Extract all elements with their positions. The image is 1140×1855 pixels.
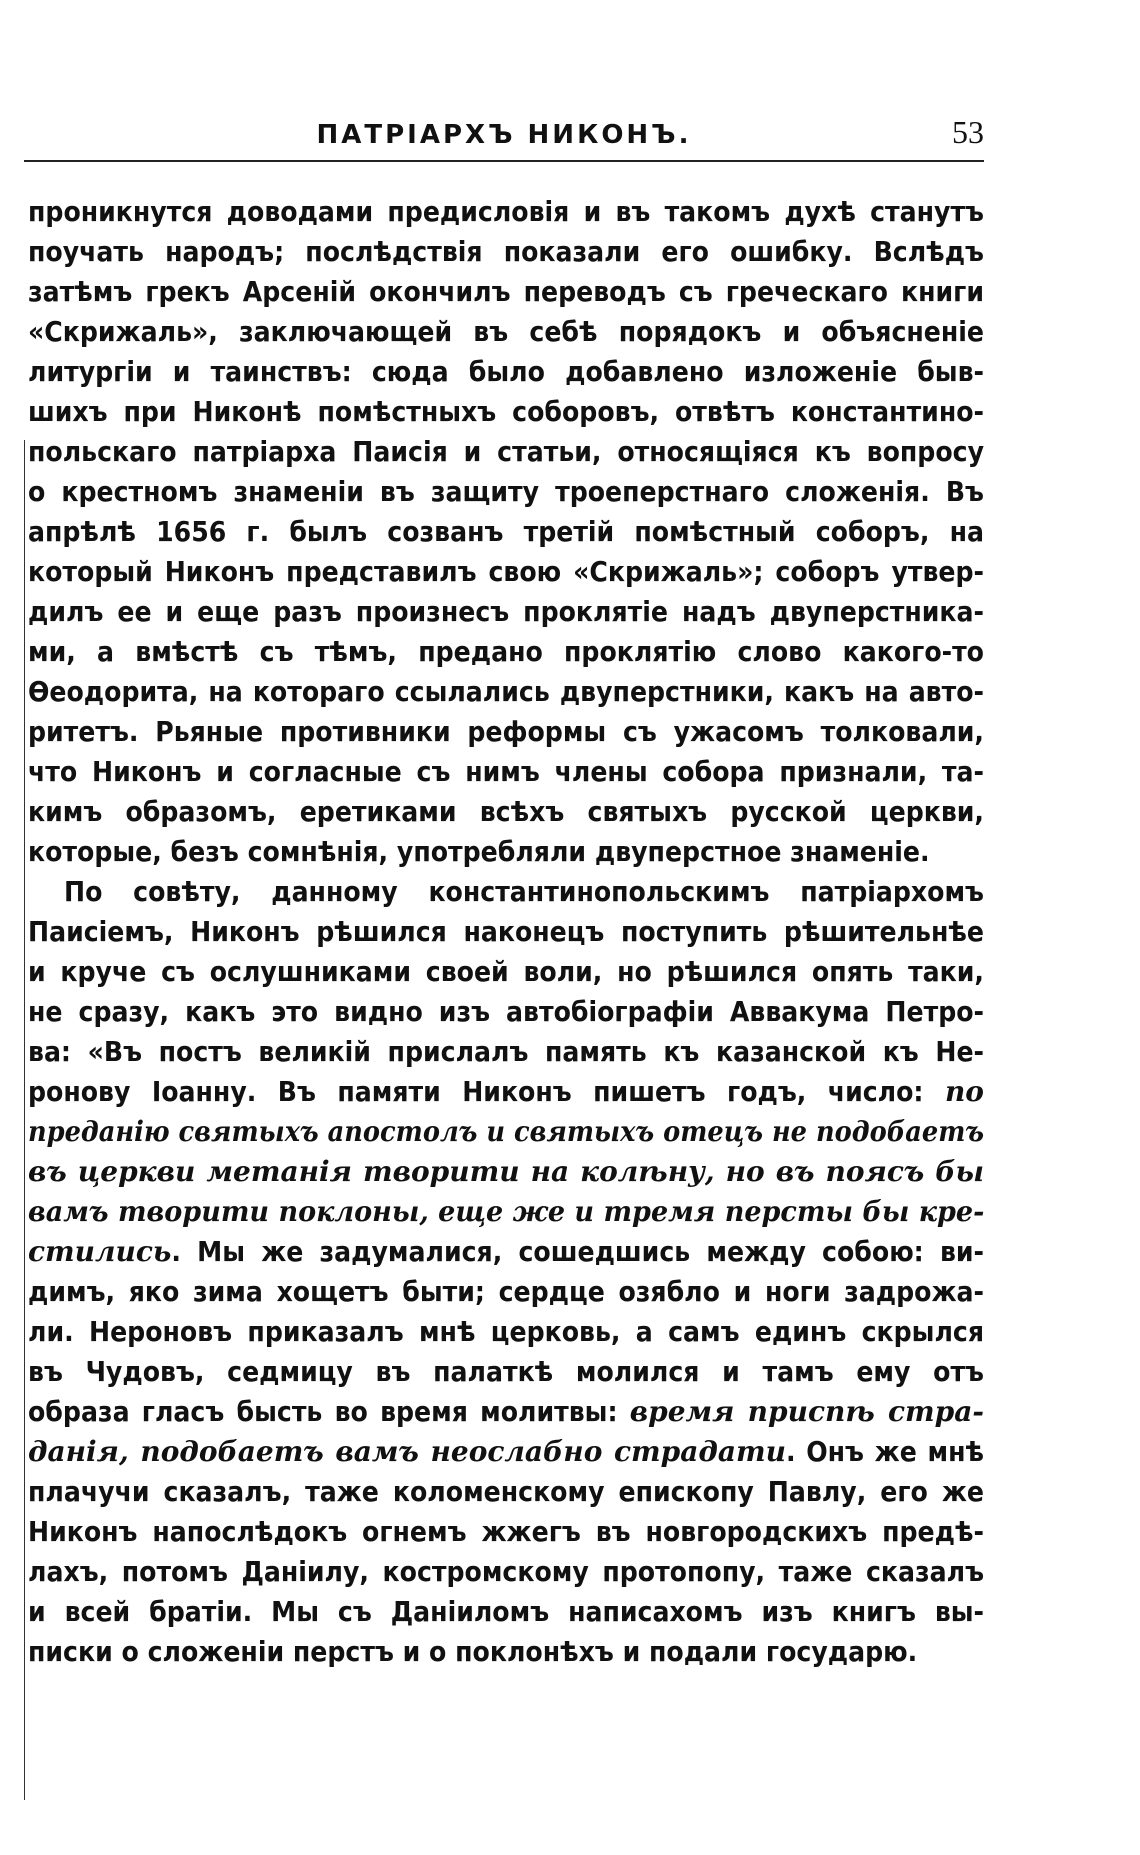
page-number: 53	[952, 114, 984, 150]
text-segment: ва: «Въ постъ великій прислалъ память къ казанской къ Не-	[28, 1035, 984, 1068]
text-segment: и всей братіи. Мы съ Даніиломъ написахомъ изъ книгъ вы-	[28, 1595, 984, 1628]
text-segment: затѣмъ грекъ Арсеній окончилъ переводъ съ греческаго книги	[28, 275, 984, 308]
paragraph	[28, 192, 984, 872]
text-line	[28, 1072, 984, 1112]
text-segment: писки о сложеніи перстъ и о поклонѣхъ и подали государю.	[28, 1635, 918, 1668]
text-line	[28, 352, 984, 392]
text-line	[28, 472, 984, 512]
text-line	[28, 792, 984, 832]
text-segment: поучать народъ; послѣдствія показали его ошибку. Вслѣдъ	[28, 235, 984, 268]
text-segment: Ѳеодорита, на котораго ссылались двуперстники, какъ на авто-	[28, 675, 984, 708]
text-segment: дилъ ее и еще разъ произнесъ проклятіе надъ двуперстника-	[28, 595, 984, 628]
text-line	[28, 832, 984, 872]
text-segment: ритетъ. Рьяные противники реформы съ ужасомъ толковали,	[28, 715, 984, 748]
text-segment: ли. Нероновъ приказалъ мнѣ церковь, а самъ единъ скрылся	[28, 1315, 984, 1348]
text-line	[28, 912, 984, 952]
text-line	[28, 312, 984, 352]
text-segment: лахъ, потомъ Даніилу, костромскому протопопу, таже сказалъ	[28, 1555, 984, 1588]
text-segment: По совѣту, данному константинопольскимъ патріархомъ	[64, 875, 984, 908]
italic-quote-segment: по	[944, 1075, 984, 1108]
text-line	[28, 872, 984, 912]
italic-quote-segment: вамъ творити поклоны, еще же и тремя персты бы кре-	[28, 1195, 985, 1228]
text-line	[28, 192, 984, 232]
body-text	[28, 192, 984, 1672]
text-line	[28, 1432, 984, 1472]
text-line	[28, 712, 984, 752]
text-segment: Никонъ напослѣдокъ огнемъ жжегъ въ новгородскихъ предѣ-	[28, 1515, 984, 1548]
text-line	[28, 1112, 984, 1152]
text-line	[28, 552, 984, 592]
text-line	[28, 672, 984, 712]
text-segment: кимъ образомъ, еретиками всѣхъ святыхъ русской церкви,	[28, 795, 984, 828]
text-segment: ронову Іоанну. Въ памяти Никонъ пишетъ годъ, число:	[28, 1075, 945, 1108]
text-segment: не сразу, какъ это видно изъ автобіографіи Аввакума Петро-	[28, 995, 984, 1028]
gutter-line	[24, 440, 25, 1800]
text-line	[28, 512, 984, 552]
text-line	[28, 1552, 984, 1592]
text-line	[28, 1352, 984, 1392]
text-segment: польскаго патріарха Паисія и статьи, относящіяся къ вопросу	[28, 435, 984, 468]
text-line	[28, 392, 984, 432]
italic-quote-segment: преданію святыхъ апостолъ и святыхъ отецъ не подобаетъ	[28, 1115, 985, 1148]
text-segment: шихъ при Никонѣ помѣстныхъ соборовъ, отвѣтъ константино-	[28, 395, 984, 428]
text-segment: и круче съ ослушниками своей воли, но рѣшился опять таки,	[28, 955, 984, 988]
text-line	[28, 272, 984, 312]
italic-quote-segment: время приспѣ стра-	[629, 1395, 984, 1428]
text-line	[28, 1312, 984, 1352]
text-line	[28, 432, 984, 472]
text-line	[28, 1632, 984, 1672]
italic-quote-segment: въ церкви метанія творити на колѣну, но въ поясъ бы	[28, 1155, 984, 1188]
running-title: ПАТРІАРХЪ НИКОНЪ.	[316, 120, 692, 150]
text-line	[28, 952, 984, 992]
text-line	[28, 992, 984, 1032]
text-segment: образа гласъ бысть во время молитвы:	[28, 1395, 630, 1428]
text-line	[28, 1192, 984, 1232]
text-segment: что Никонъ и согласные съ нимъ члены собора признали, та-	[28, 755, 984, 788]
text-line	[28, 1392, 984, 1432]
text-segment: ми, а вмѣстѣ съ тѣмъ, предано проклятію слово какого-то	[28, 635, 984, 668]
text-line	[28, 1592, 984, 1632]
text-segment: Паисіемъ, Никонъ рѣшился наконецъ поступить рѣшительнѣе	[28, 915, 984, 948]
text-line	[28, 752, 984, 792]
text-segment: въ Чудовъ, седмицу въ палаткѣ молился и тамъ ему отъ	[28, 1355, 984, 1388]
italic-quote-segment: данія, подобаетъ вамъ неослабно страдати	[28, 1435, 787, 1468]
italic-quote-segment: стились	[28, 1235, 172, 1268]
text-segment: . Онъ же мнѣ	[786, 1435, 985, 1468]
text-segment: которые, безъ сомнѣнія, употребляли двуперстное знаменіе.	[28, 835, 930, 868]
text-line	[28, 1512, 984, 1552]
text-line	[28, 232, 984, 272]
header-rule	[24, 160, 984, 162]
text-segment: который Никонъ представилъ свою «Скрижаль»; соборъ утвер-	[28, 555, 984, 588]
text-line	[28, 1472, 984, 1512]
text-segment: «Скрижаль», заключающей въ себѣ порядокъ и объясненіе	[28, 315, 984, 348]
paragraph	[28, 872, 984, 1672]
text-line	[28, 592, 984, 632]
text-line	[28, 1032, 984, 1072]
text-segment: о крестномъ знаменіи въ защиту троеперстнаго сложенія. Въ	[28, 475, 984, 508]
text-line	[28, 1272, 984, 1312]
text-line	[28, 632, 984, 672]
text-segment: апрѣлѣ 1656 г. былъ созванъ третій помѣстный соборъ, на	[28, 515, 984, 548]
page-header	[24, 114, 984, 160]
text-segment: димъ, яко зима хощетъ быти; сердце озябло и ноги задрожа-	[28, 1275, 984, 1308]
text-line	[28, 1232, 984, 1272]
text-segment: плачучи сказалъ, таже коломенскому епископу Павлу, его же	[28, 1475, 984, 1508]
text-segment: проникнутся доводами предисловія и въ такомъ духѣ станутъ	[28, 195, 984, 228]
text-line	[28, 1152, 984, 1192]
text-segment: . Мы же задумалися, сошедшись между собою: ви-	[171, 1235, 984, 1268]
text-segment: литургіи и таинствъ: сюда было добавлено изложеніе быв-	[28, 355, 984, 388]
